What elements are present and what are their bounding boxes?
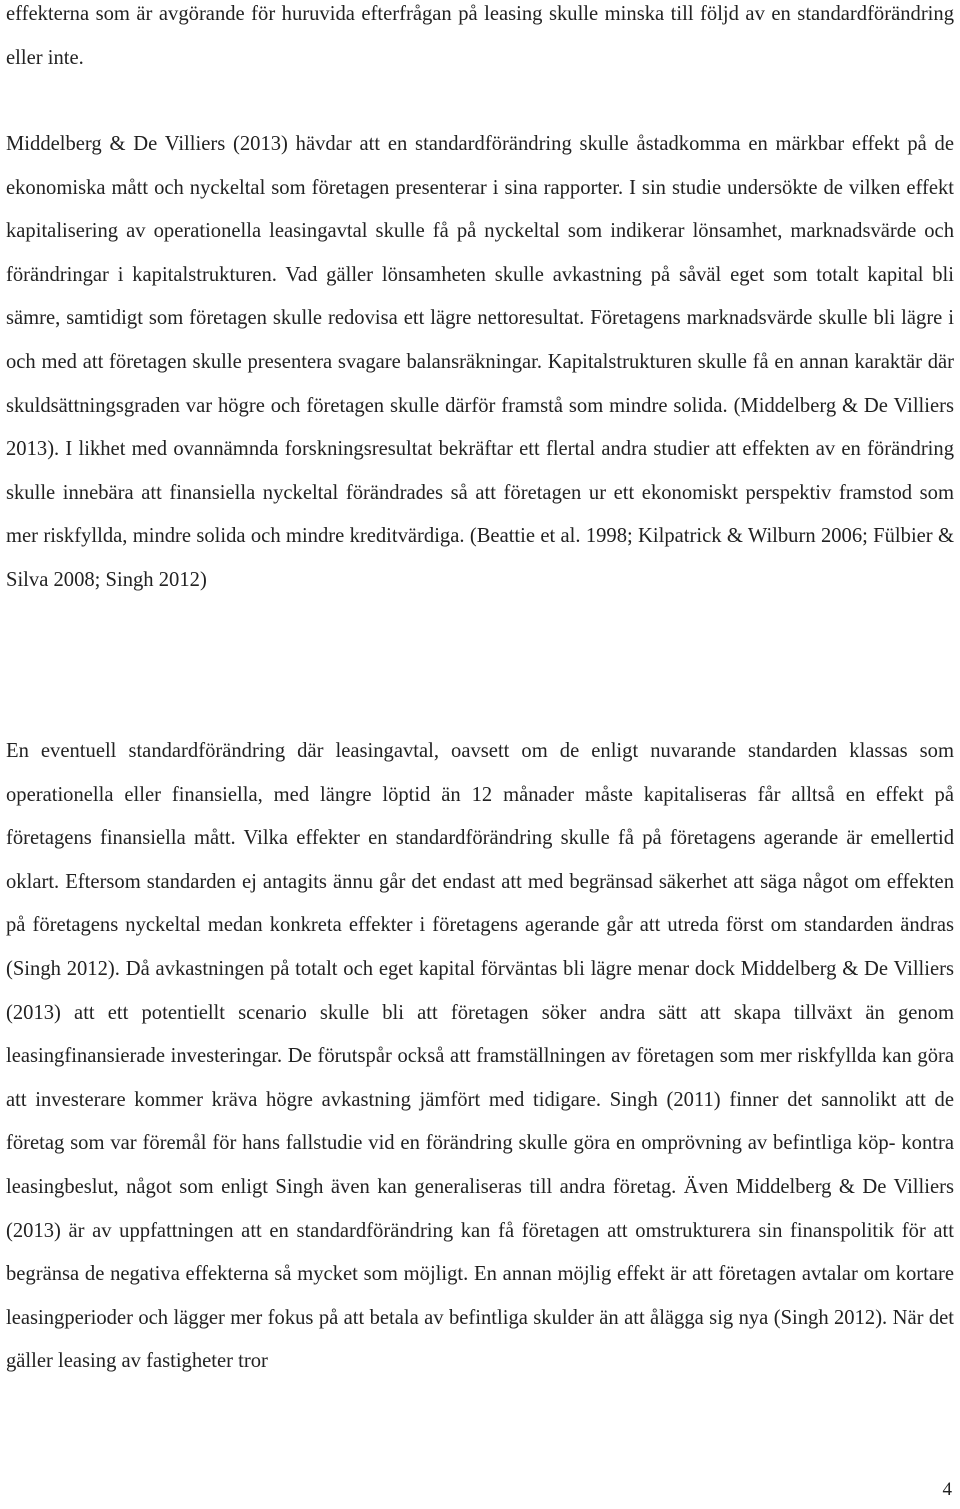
page-number: 4 xyxy=(942,1479,952,1500)
paragraph-standard-change-effects: En eventuell standardförändring där leasingavtal, oavsett om de enligt nuvarande standarden klassas som operationella eller finansiella, med längre löptid än 12 månader måste kapitaliseras får alltså en effekt på företagens finansiella mått. Vilka effekter en standardförändring skulle få på företagens agerande är emellertid oklart. Eftersom standarden ej antagits ännu går det endast att med begränsad säkerhet att säga något om effekten på företagens nyckeltal medan konkreta effekter i företagens agerande går att utreda först om standarden ändras (Singh 2012). Då avkastningen på totalt och eget kapital förväntas bli lägre menar dock Middelberg & De Villiers (2013) att ett potentiellt scenario skulle bli att företagen söker andra sätt att skapa tillväxt än genom leasingfinansierade investeringar. De förutspår också att framställningen av företagen som mer riskfyllda kan göra att investerare kommer kräva högre avkastning jämfört med tidigare. Singh (2011) finner det sannolikt att de företag som var föremål för hans fallstudie vid en förändring skulle göra en omprövning av befintliga köp- kontra leasingbeslut, något som enligt Singh även kan generaliseras till andra företag. Även Middelberg & De Villiers (2013) är av uppfattningen att en standardförändring kan få företagen att omstrukturera sin finanspolitik för att begränsa de negativa effekterna så mycket som möjligt. En annan möjlig effekt är att företagen avtalar om kortare leasingperioder och lägger mer fokus på att betala av befintliga skulder än att ålägga sig nya (Singh 2012). När det gäller leasing av fastigheter tror xyxy=(6,740,954,1373)
paragraph-continuation: effekterna som är avgörande för huruvida efterfrågan på leasing skulle minska till följd av en standardförändring eller inte. xyxy=(6,3,954,69)
paragraph-middelberg-study: Middelberg & De Villiers (2013) hävdar att en standardförändring skulle åstadkomma en märkbar effekt på de ekonomiska mått och nyckeltal som företagen presenterar i sina rapporter. I sin studie undersökte de vilken effekt kapitalisering av operationella leasingavtal skulle få på nyckeltal som indikerar lönsamhet, marknadsvärde och förändringar i kapitalstrukturen. Vad gäller lönsamheten skulle avkastning på såväl eget som totalt kapital bli sämre, samtidigt som företagen skulle redovisa ett lägre nettoresultat. Företagens marknadsvärde skulle bli lägre i och med att företagen skulle presentera svagare balansräkningar. Kapitalstrukturen skulle få en annan karaktär där skuldsättningsgraden var högre och företagen skulle därför framstå som mindre solida. (Middelberg & De Villiers 2013). I likhet med ovannämnda forskningsresultat bekräftar ett flertal andra studier att effekten av en förändring skulle innebära att finansiella nyckeltal förändrades så att företagen ur ett ekonomiskt perspektiv framstod som mer riskfyllda, mindre solida och mindre kreditvärdiga. (Beattie et al. 1998; Kilpatrick & Wilburn 2006; Fülbier & Silva 2008; Singh 2012) xyxy=(6,133,954,591)
